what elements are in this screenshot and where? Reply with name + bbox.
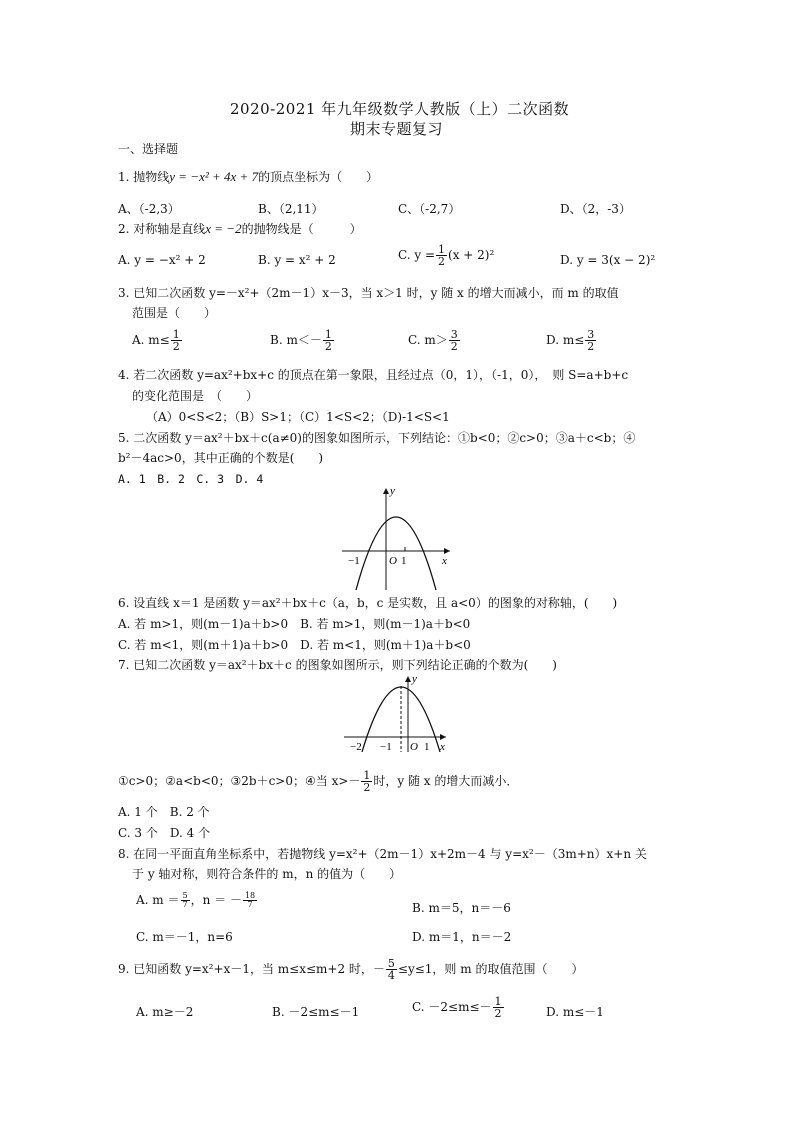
q3-option-b-numerator: 1 bbox=[324, 328, 332, 341]
q5-line1: 5. 二次函数 y＝ax²＋bx＋c(a≠0)的图象如图所示，下列结论：①b<0；②c>0；③a＋c<b；④ bbox=[118, 431, 636, 445]
q1-option-a: A、（-2,3） bbox=[118, 202, 180, 216]
q3-option-a-numerator: 1 bbox=[172, 328, 180, 341]
q8-option-a bbox=[136, 892, 258, 909]
q7-x-label: x bbox=[440, 741, 445, 753]
q9-option-c bbox=[412, 996, 505, 1019]
q5-line2: b²－4ac>0，其中正确的个数是( ) bbox=[118, 451, 324, 465]
q7-x-axis-arrow bbox=[440, 734, 446, 740]
q9-line1-denominator: 4 bbox=[387, 969, 395, 982]
q9-option-c-prefix: C. －2≤m≤－ bbox=[412, 1000, 492, 1014]
q9-line1 bbox=[118, 958, 583, 981]
q7-y-axis-arrow bbox=[405, 676, 411, 682]
q6-line1: 6. 设直线 x＝1 是函数 y＝ax²＋bx＋c（a，b，c 是实数，且 a<0）的图象的对称轴，( ) bbox=[118, 596, 618, 610]
q3-option-d-prefix: D. m≤ bbox=[546, 333, 585, 347]
q5-x-label: x bbox=[442, 555, 447, 567]
q2-option-b: B. y = x² + 2 bbox=[258, 253, 336, 267]
q3-option-a-prefix: A. m≤ bbox=[132, 333, 170, 347]
q8-option-b: B. m＝5，n＝－6 bbox=[412, 901, 511, 915]
q7-options-ab: A. 1 个 B. 2 个 bbox=[118, 805, 210, 819]
q9-option-c-denominator: 2 bbox=[494, 1007, 502, 1020]
q2-option-a: A. y = −x² + 2 bbox=[118, 253, 206, 267]
q5-tick-neg-label: −1 bbox=[348, 555, 360, 567]
q3-option-b-prefix: B. m＜－ bbox=[270, 333, 322, 347]
q4-options: （A）0<S<2；（B）S>1；（C）1<S<2；（D)-1<S<1 bbox=[146, 410, 450, 424]
q5-tick-pos-label: 1 bbox=[401, 555, 407, 567]
q7-tick-pos-label: 1 bbox=[424, 741, 430, 753]
q8-option-a-mid: ，n ＝ － bbox=[190, 893, 242, 907]
q7-y-label: y bbox=[412, 673, 417, 685]
q6-line2: A. 若 m>1，则(m－1)a＋b>0 B. 若 m>1，则(m－1)a＋b<0 bbox=[118, 617, 471, 631]
q6-line3: C. 若 m<1，则(m＋1)a＋b>0 D. 若 m<1，则(m＋1)a＋b<0 bbox=[118, 638, 471, 652]
q3-option-a-denominator: 2 bbox=[172, 340, 180, 353]
q9-line1-numerator: 5 bbox=[387, 957, 395, 970]
q1-stem-suffix: 的顶点坐标为（ ） bbox=[258, 170, 379, 184]
section-heading: 一、选择题 bbox=[118, 142, 179, 156]
q9-line1-prefix: 9. 已知函数 y=x²+x－1，当 m≤x≤m+2 时，－ bbox=[118, 962, 385, 976]
q4-line2: 的变化范围是 （ ） bbox=[132, 389, 259, 403]
q7-origin-label: O bbox=[410, 741, 418, 753]
q2-option-c-suffix: (x + 2)² bbox=[448, 248, 495, 262]
q3-line2: 范围是（ ） bbox=[132, 306, 217, 320]
q3-option-c-numerator: 3 bbox=[450, 328, 458, 341]
q7-tick-neg2-label: −2 bbox=[350, 741, 362, 753]
q1-stem bbox=[118, 169, 378, 185]
q8-option-a-prefix: A. m ＝ bbox=[136, 893, 180, 907]
q9-option-a: A. m≥－2 bbox=[136, 1005, 194, 1019]
q8-option-d: D. m＝1，n＝－2 bbox=[412, 930, 512, 944]
q7-line2-prefix: ①c>0；②a<b<0；③2b＋c>0；④当 x>－ bbox=[118, 774, 361, 788]
q1-option-d: D、（2，-3） bbox=[560, 202, 631, 216]
q8-option-a-denominator: 7 bbox=[182, 900, 188, 909]
q3-line1: 3. 已知二次函数 y=－x²+（2m－1）x－3，当 x＞1 时，y 随 x 的增大而减小，而 m 的取值 bbox=[118, 286, 619, 300]
q2-stem-suffix: 的抛物线是（ ） bbox=[241, 222, 362, 236]
q3-option-b-denominator: 2 bbox=[324, 340, 332, 353]
q8-option-a-numerator: 5 bbox=[182, 891, 188, 900]
q2-option-c-denominator: 2 bbox=[438, 255, 446, 268]
q8-line1: 8. 在同一平面直角坐标系中，若抛物线 y=x²+（2m－1）x+2m－4 与 y=x²－（3m+n）x+n 关 bbox=[118, 847, 647, 861]
q8-option-a-denominator2: 7 bbox=[247, 900, 253, 909]
q5-parabola-curve bbox=[356, 517, 436, 590]
q9-option-b: B. －2≤m≤－1 bbox=[272, 1005, 360, 1019]
q8-option-a-numerator2: 18 bbox=[244, 891, 256, 900]
q8-option-c: C. m＝－1，n=6 bbox=[136, 930, 233, 944]
q7-parabola-graph bbox=[340, 672, 454, 754]
q9-line1-suffix: ≤y≤1，则 m 的取值范围（ ） bbox=[397, 962, 584, 976]
q1-stem-prefix: 1. 抛物线 bbox=[118, 170, 170, 184]
q3-option-c-denominator: 2 bbox=[450, 340, 458, 353]
q9-option-c-numerator: 1 bbox=[494, 995, 502, 1008]
q7-tick-neg1-label: −1 bbox=[380, 741, 392, 753]
q2-option-c bbox=[398, 244, 494, 267]
page-title: 2020-2021 年九年级数学人教版（上）二次函数 bbox=[230, 100, 570, 118]
q2-stem-math: x = −2 bbox=[205, 221, 242, 236]
q3-option-d-denominator: 2 bbox=[587, 340, 595, 353]
q3-option-d bbox=[546, 329, 597, 352]
q3-option-d-numerator: 3 bbox=[587, 328, 595, 341]
q5-y-axis-arrow bbox=[383, 488, 389, 494]
q9-option-d: D. m≤－1 bbox=[546, 1005, 604, 1019]
q1-option-c: C、（-2,7） bbox=[398, 202, 461, 216]
q2-option-d: D. y = 3(x − 2)² bbox=[560, 253, 656, 267]
q2-stem bbox=[118, 221, 362, 237]
q1-option-b: B、（2,11） bbox=[258, 202, 324, 216]
q5-options: A. 1 B. 2 C. 3 D. 4 bbox=[118, 472, 264, 486]
q2-option-c-numerator: 1 bbox=[438, 243, 446, 256]
q3-option-b bbox=[270, 329, 335, 352]
q3-option-a bbox=[132, 329, 183, 352]
page-subtitle: 期末专题复习 bbox=[350, 120, 444, 138]
q7-line2-numerator: 1 bbox=[363, 769, 371, 782]
q7-line2-denominator: 2 bbox=[363, 781, 371, 794]
q3-option-c-prefix: C. m＞ bbox=[408, 333, 448, 347]
q2-option-c-prefix: C. y = bbox=[398, 248, 436, 262]
q7-line2 bbox=[118, 770, 518, 793]
q5-origin-label: O bbox=[389, 555, 397, 567]
q3-option-c bbox=[408, 329, 461, 352]
q2-stem-prefix: 2. 对称轴是直线 bbox=[118, 222, 206, 236]
q4-line1: 4. 若二次函数 y=ax²+bx+c 的顶点在第一象限，且经过点（0，1），（-1，0）， 则 S=a+b+c bbox=[118, 368, 629, 382]
q1-stem-math: y = −x² + 4x + 7 bbox=[169, 169, 259, 184]
q5-x-axis-arrow bbox=[444, 548, 450, 554]
q7-options-cd: C. 3 个 D. 4 个 bbox=[118, 826, 211, 840]
q7-line1: 7. 已知二次函数 y＝ax²＋bx＋c 的图象如图所示，则下列结论正确的个数为( ) bbox=[118, 658, 557, 672]
q7-line2-suffix: 时，y 随 x 的增大而减小． bbox=[373, 774, 519, 788]
q5-y-label: y bbox=[390, 485, 395, 497]
q5-parabola-graph bbox=[338, 484, 458, 592]
q8-line2: 于 y 轴对称，则符合条件的 m，n 的值为（ ） bbox=[132, 867, 402, 881]
